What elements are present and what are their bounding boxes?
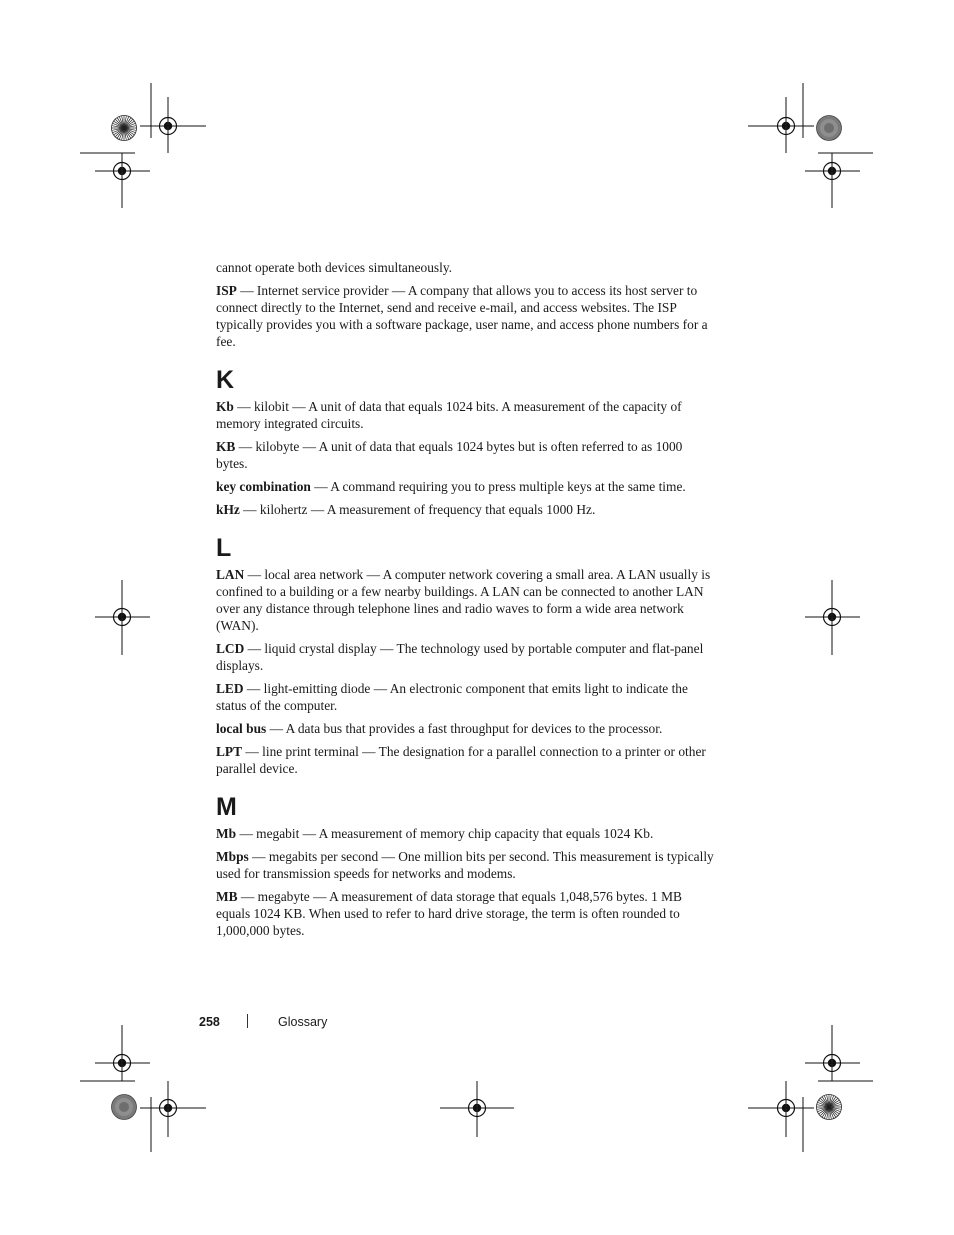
glossary-term: Mb bbox=[216, 826, 237, 841]
glossary-definition: — kilohertz — A measurement of frequency that equals 1000 Hz. bbox=[239, 502, 596, 517]
glossary-term: MB bbox=[216, 889, 238, 904]
glossary-content bbox=[216, 259, 716, 945]
section-title: Glossary bbox=[278, 1015, 328, 1029]
glossary-definition: — local area network — A computer network covering a small area. A LAN usually is confined to a building or a few nearby buildings. A LAN can be connected to another LAN over any distance through telephone lines and radio waves to form a wide area network (WAN). bbox=[216, 567, 711, 633]
footer-separator bbox=[247, 1014, 248, 1028]
glossary-definition: — light-emitting diode — An electronic component that emits light to indicate the status of the computer. bbox=[216, 681, 688, 713]
section-letter-heading: L bbox=[216, 534, 232, 562]
glossary-entry bbox=[216, 282, 716, 350]
glossary-definition: — kilobit — A unit of data that equals 1024 bits. A measurement of the capacity of memory integrated circuits. bbox=[216, 399, 682, 431]
glossary-entry bbox=[216, 720, 716, 737]
glossary-definition: — megabyte — A measurement of data storage that equals 1,048,576 bytes. 1 MB equals 1024 KB. When used to refer to hard drive storage, the term is often rounded to 1,000,000 bytes. bbox=[216, 889, 682, 938]
glossary-entry bbox=[216, 478, 716, 495]
glossary-term: LED bbox=[216, 681, 244, 696]
glossary-entry bbox=[216, 566, 716, 634]
glossary-entry bbox=[216, 640, 716, 674]
continued-entry-text: cannot operate both devices simultaneously. bbox=[216, 260, 453, 275]
glossary-term: Kb bbox=[216, 399, 234, 414]
glossary-term: KB bbox=[216, 439, 236, 454]
glossary-term: kHz bbox=[216, 502, 240, 517]
glossary-entry bbox=[216, 438, 716, 472]
glossary-sections bbox=[216, 366, 716, 939]
glossary-definition: — megabits per second — One million bits per second. This measurement is typically used for transmission speeds for networks and modems. bbox=[216, 849, 714, 881]
glossary-term: key combination bbox=[216, 479, 311, 494]
glossary-definition: — Internet service provider — A company that allows you to access its host server to connect directly to the Internet, send and receive e-mail, and access websites. The ISP typically provides you with a software package, user name, and access phone numbers for a fee. bbox=[216, 283, 708, 349]
glossary-term: Mbps bbox=[216, 849, 249, 864]
glossary-definition: — megabit — A measurement of memory chip capacity that equals 1024 Kb. bbox=[236, 826, 654, 841]
glossary-entry bbox=[216, 743, 716, 777]
glossary-entry bbox=[216, 888, 716, 939]
glossary-entry bbox=[216, 501, 716, 518]
glossary-entry bbox=[216, 680, 716, 714]
glossary-entry bbox=[216, 825, 716, 842]
glossary-definition: — liquid crystal display — The technology used by portable computer and flat-panel displays. bbox=[216, 641, 704, 673]
glossary-definition: — line print terminal — The designation for a parallel connection to a printer or other parallel device. bbox=[216, 744, 706, 776]
glossary-entry bbox=[216, 848, 716, 882]
glossary-term: local bus bbox=[216, 721, 267, 736]
entries-i bbox=[216, 282, 716, 350]
glossary-definition: — kilobyte — A unit of data that equals 1024 bytes but is often referred to as 1000 bytes. bbox=[216, 439, 683, 471]
glossary-term: LAN bbox=[216, 567, 245, 582]
glossary-entry bbox=[216, 398, 716, 432]
glossary-definition: — A command requiring you to press multiple keys at the same time. bbox=[310, 479, 686, 494]
page-number: 258 bbox=[199, 1015, 220, 1029]
section-letter-heading: M bbox=[216, 793, 237, 821]
glossary-term: LCD bbox=[216, 641, 245, 656]
glossary-term: LPT bbox=[216, 744, 243, 759]
section-letter-heading: K bbox=[216, 366, 235, 394]
glossary-term: ISP bbox=[216, 283, 237, 298]
glossary-definition: — A data bus that provides a fast throughput for devices to the processor. bbox=[266, 721, 663, 736]
